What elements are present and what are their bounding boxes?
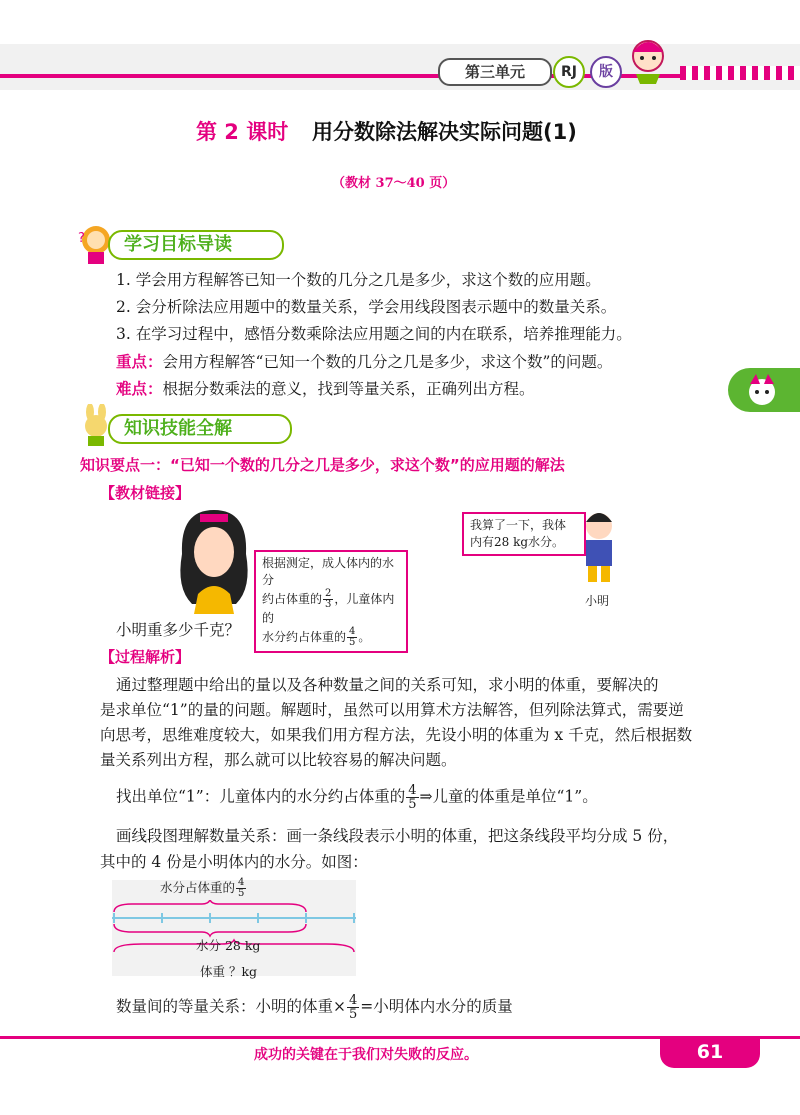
fox-icon [742,370,782,410]
boy-bubble-line-1: 我算了一下，我体 [470,518,567,532]
boy-name: 小明 [585,594,610,608]
unit-one-line [116,784,598,811]
equation-line [116,994,513,1021]
boy-bubble-line-2: 内有28 kg水分。 [470,535,565,549]
adult-den: 3 [325,599,332,610]
diagram-fraction [236,878,246,899]
bubble-line-3 [262,627,400,648]
difficulty-label: 难点： [116,379,163,398]
unit-label: 第三单元 [438,58,552,86]
unit-one-den: 5 [408,797,417,812]
bubble-line-2 [262,589,400,627]
unit-one-num: 4 [408,783,417,798]
equation-text-a: 数量间的等量关系：小明的体重× [116,997,346,1016]
woman-illustration-icon [172,504,256,614]
rj-badge: RJ [553,56,585,88]
difficulty-text: 根据分数乘法的意义，找到等量关系，正确列出方程。 [162,380,535,398]
unit-one-text-b: ⇒儿童的体重是单位“1”。 [419,787,598,806]
header-checker [680,66,800,80]
woman-speech-bubble [254,550,408,653]
textbook-link-label: 【教材链接】 [100,484,191,502]
unit-one-text-a: 找出单位“1”：儿童体内的水分约占体重的 [116,787,406,806]
analysis-line-2: 是求单位“1”的量的问题。解题时，虽然可以用算术方法解答，但列除法算式，需要逆 [100,701,684,719]
draw-line-1: 画线段图理解数量关系：画一条线段表示小明的体重，把这条线段平均分成 5 份， [116,827,679,845]
difficulty-point [116,376,535,402]
page-number: 61 [660,1036,760,1068]
footer-motto: 成功的关键在于我们对失败的反应。 [254,1047,478,1063]
goal-item-3: 3. 在学习过程中，感悟分数乘除法应用题之间的内在联系，培养推理能力。 [116,325,632,343]
bubble-line-3-b: 。 [358,630,371,644]
analysis-line-3: 向思考，思维难度较大，如果我们用方程方法，先设小明的体重为 x 千克，然后根据数 [100,726,693,744]
equation-den: 5 [349,1007,358,1022]
adult-fraction [323,589,333,610]
bubble-line-2-b: ，儿童体内的 [262,592,395,625]
boy-speech-bubble [462,512,586,556]
equation-fraction [347,994,359,1021]
lesson-number: 第 2 课时 [196,120,289,144]
goal-item-1: 1. 学会用方程解答已知一个数的几分之几是多少，求这个数的应用题。 [116,271,601,289]
diagram-top-text: 水分占体重的 [160,880,236,895]
child-num: 4 [349,626,356,637]
key-label: 重点： [116,352,163,371]
equation-text-b: =小明体内水分的质量 [360,997,513,1016]
textbook-pages: （教材 37～40 页） [332,176,456,191]
svg-text:?: ? [78,231,85,246]
lesson-title: 用分数除法解决实际问题(1) [312,120,577,144]
equation-num: 4 [349,993,358,1008]
diagram-num: 4 [238,877,245,888]
edition-badge: 版 [590,56,622,88]
bubble-line-2-a: 约占体重的 [262,592,323,606]
diagram-water-label: 水分 28 kg [196,938,261,953]
diagram-top-label [160,878,247,899]
boy-illustration-icon [574,508,624,588]
goal-item-2: 2. 会分析除法应用题中的数量关系，学会用线段图表示题中的数量关系。 [116,298,617,316]
adult-num: 2 [325,588,332,599]
bubble-line-3-a: 水分约占体重的 [262,630,347,644]
child-fraction [347,627,357,648]
question: 小明重多少千克？ [116,621,241,639]
diagram-den: 5 [238,888,245,899]
bubble-line-1: 根据测定，成人体内的水分 [262,556,395,587]
knowledge-banner: 知识技能全解 [108,414,292,444]
child-den: 5 [349,637,356,648]
unit-one-fraction [406,784,418,811]
draw-line-2: 其中的 4 份是小明体内的水分。如图： [100,853,368,871]
knowledge-point-1: 知识要点一：“已知一个数的几分之几是多少，求这个数”的应用题的解法 [80,456,565,474]
goals-banner: 学习目标导读 [108,230,284,260]
analysis-line-1: 通过整理题中给出的量以及各种数量之间的关系可知，求小明的体重，要解决的 [116,676,659,694]
girl-mascot-icon [618,34,678,84]
analysis-line-4: 量关系列出方程，那么就可以比较容易的解决问题。 [100,751,457,769]
analysis-label: 【过程解析】 [100,648,191,666]
key-point [116,349,612,375]
side-tab [728,368,800,412]
diagram-weight-label: 体重 ？kg [200,964,258,979]
key-text: 会用方程解答“已知一个数的几分之几是多少，求这个数”的问题。 [162,353,613,371]
